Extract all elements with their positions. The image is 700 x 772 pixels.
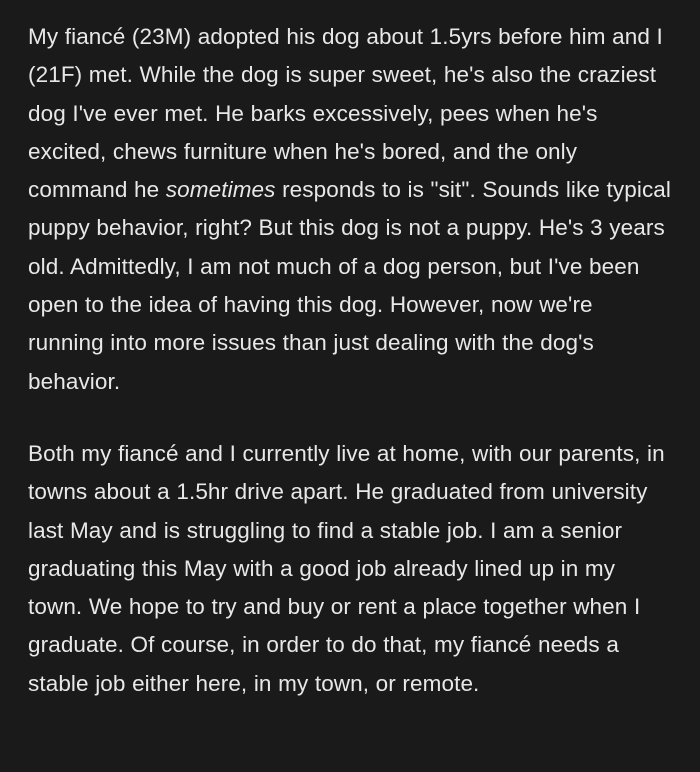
post-paragraph-2	[28, 435, 674, 703]
post-paragraph-1	[28, 18, 674, 401]
text-run: sometimes	[165, 177, 276, 203]
text-run: Both my fiancé and I currently live at home, with our parents, in towns about a 1.5hr drive apart. He graduated from university last May and is struggling to find a stable job. I am a senior graduating this May with a good job already lined up in my town. We hope to try and buy or rent a place together when I graduate. Of course, in order to do that, my fiancé needs a stable job either here, in my town, or remote.	[28, 440, 665, 696]
text-run: My fiancé (23M) adopted his dog about 1.5yrs before him and I (21F) met. While the dog is super sweet, he's also the craziest dog I've ever met. He barks excessively, pees when he's excited, chews furniture when he's bored, and the only command he	[28, 24, 663, 203]
text-run: responds to is "sit". Sounds like typical puppy behavior, right? But this dog is not a puppy. He's 3 years old. Admittedly, I am not much of a dog person, but I've been open to the idea of having this dog. However, now we're running into more issues than just dealing with the dog's behavior.	[28, 177, 672, 394]
